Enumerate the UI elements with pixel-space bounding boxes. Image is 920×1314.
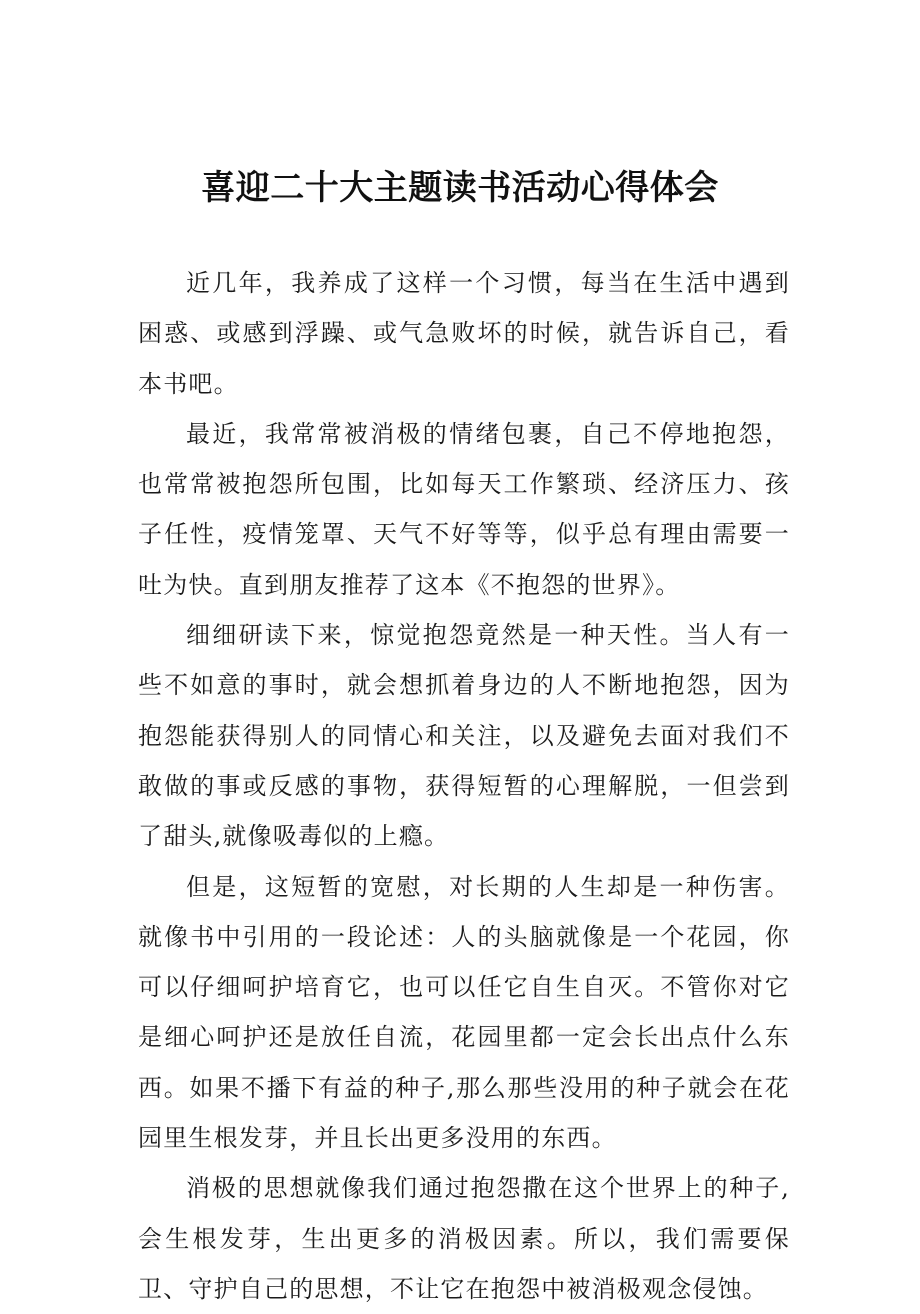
paragraph-3: 细细研读下来，惊觉抱怨竟然是一种天性。当人有一些不如意的事时，就会想抓着身边的人不断地抱怨，因为抱怨能获得别人的同情心和关注，以及避免去面对我们不敢做的事或反感的事物，获得短暂的心理解脱，一但尝到了甜头,就像吸毒似的上瘾。 [138,621,790,851]
paragraph-4: 但是，这短暂的宽慰，对长期的人生却是一种伤害。就像书中引用的一段论述：人的头脑就像是一个花园，你可以仔细呵护培育它，也可以任它自生自灭。不管你对它是细心呵护还是放任自流，花园里都一定会长出点什么东西。如果不播下有益的种子,那么那些没用的种子就会在花园里生根发芽，并且长出更多没用的东西。 [138,872,790,1153]
document-body [138,258,790,1314]
document-title: 喜迎二十大主题读书活动心得体会 [201,168,719,208]
paragraph-5: 消极的思想就像我们通过抱怨撒在这个世界上的种子,会生根发芽，生出更多的消极因素。所以，我们需要保卫、守护自己的思想，不让它在抱怨中被消极观念侵蚀。 [138,1174,790,1303]
paragraph-2: 最近，我常常被消极的情绪包裹，自己不停地抱怨，也常常被抱怨所包围，比如每天工作繁琐、经济压力、孩子任性，疫情笼罩、天气不好等等，似乎总有理由需要一吐为快。直到朋友推荐了这本《不抱怨的世界》。 [138,419,790,599]
paragraph-1: 近几年，我养成了这样一个习惯，每当在生活中遇到困惑、或感到浮躁、或气急败坏的时候，就告诉自己，看本书吧。 [138,269,790,398]
